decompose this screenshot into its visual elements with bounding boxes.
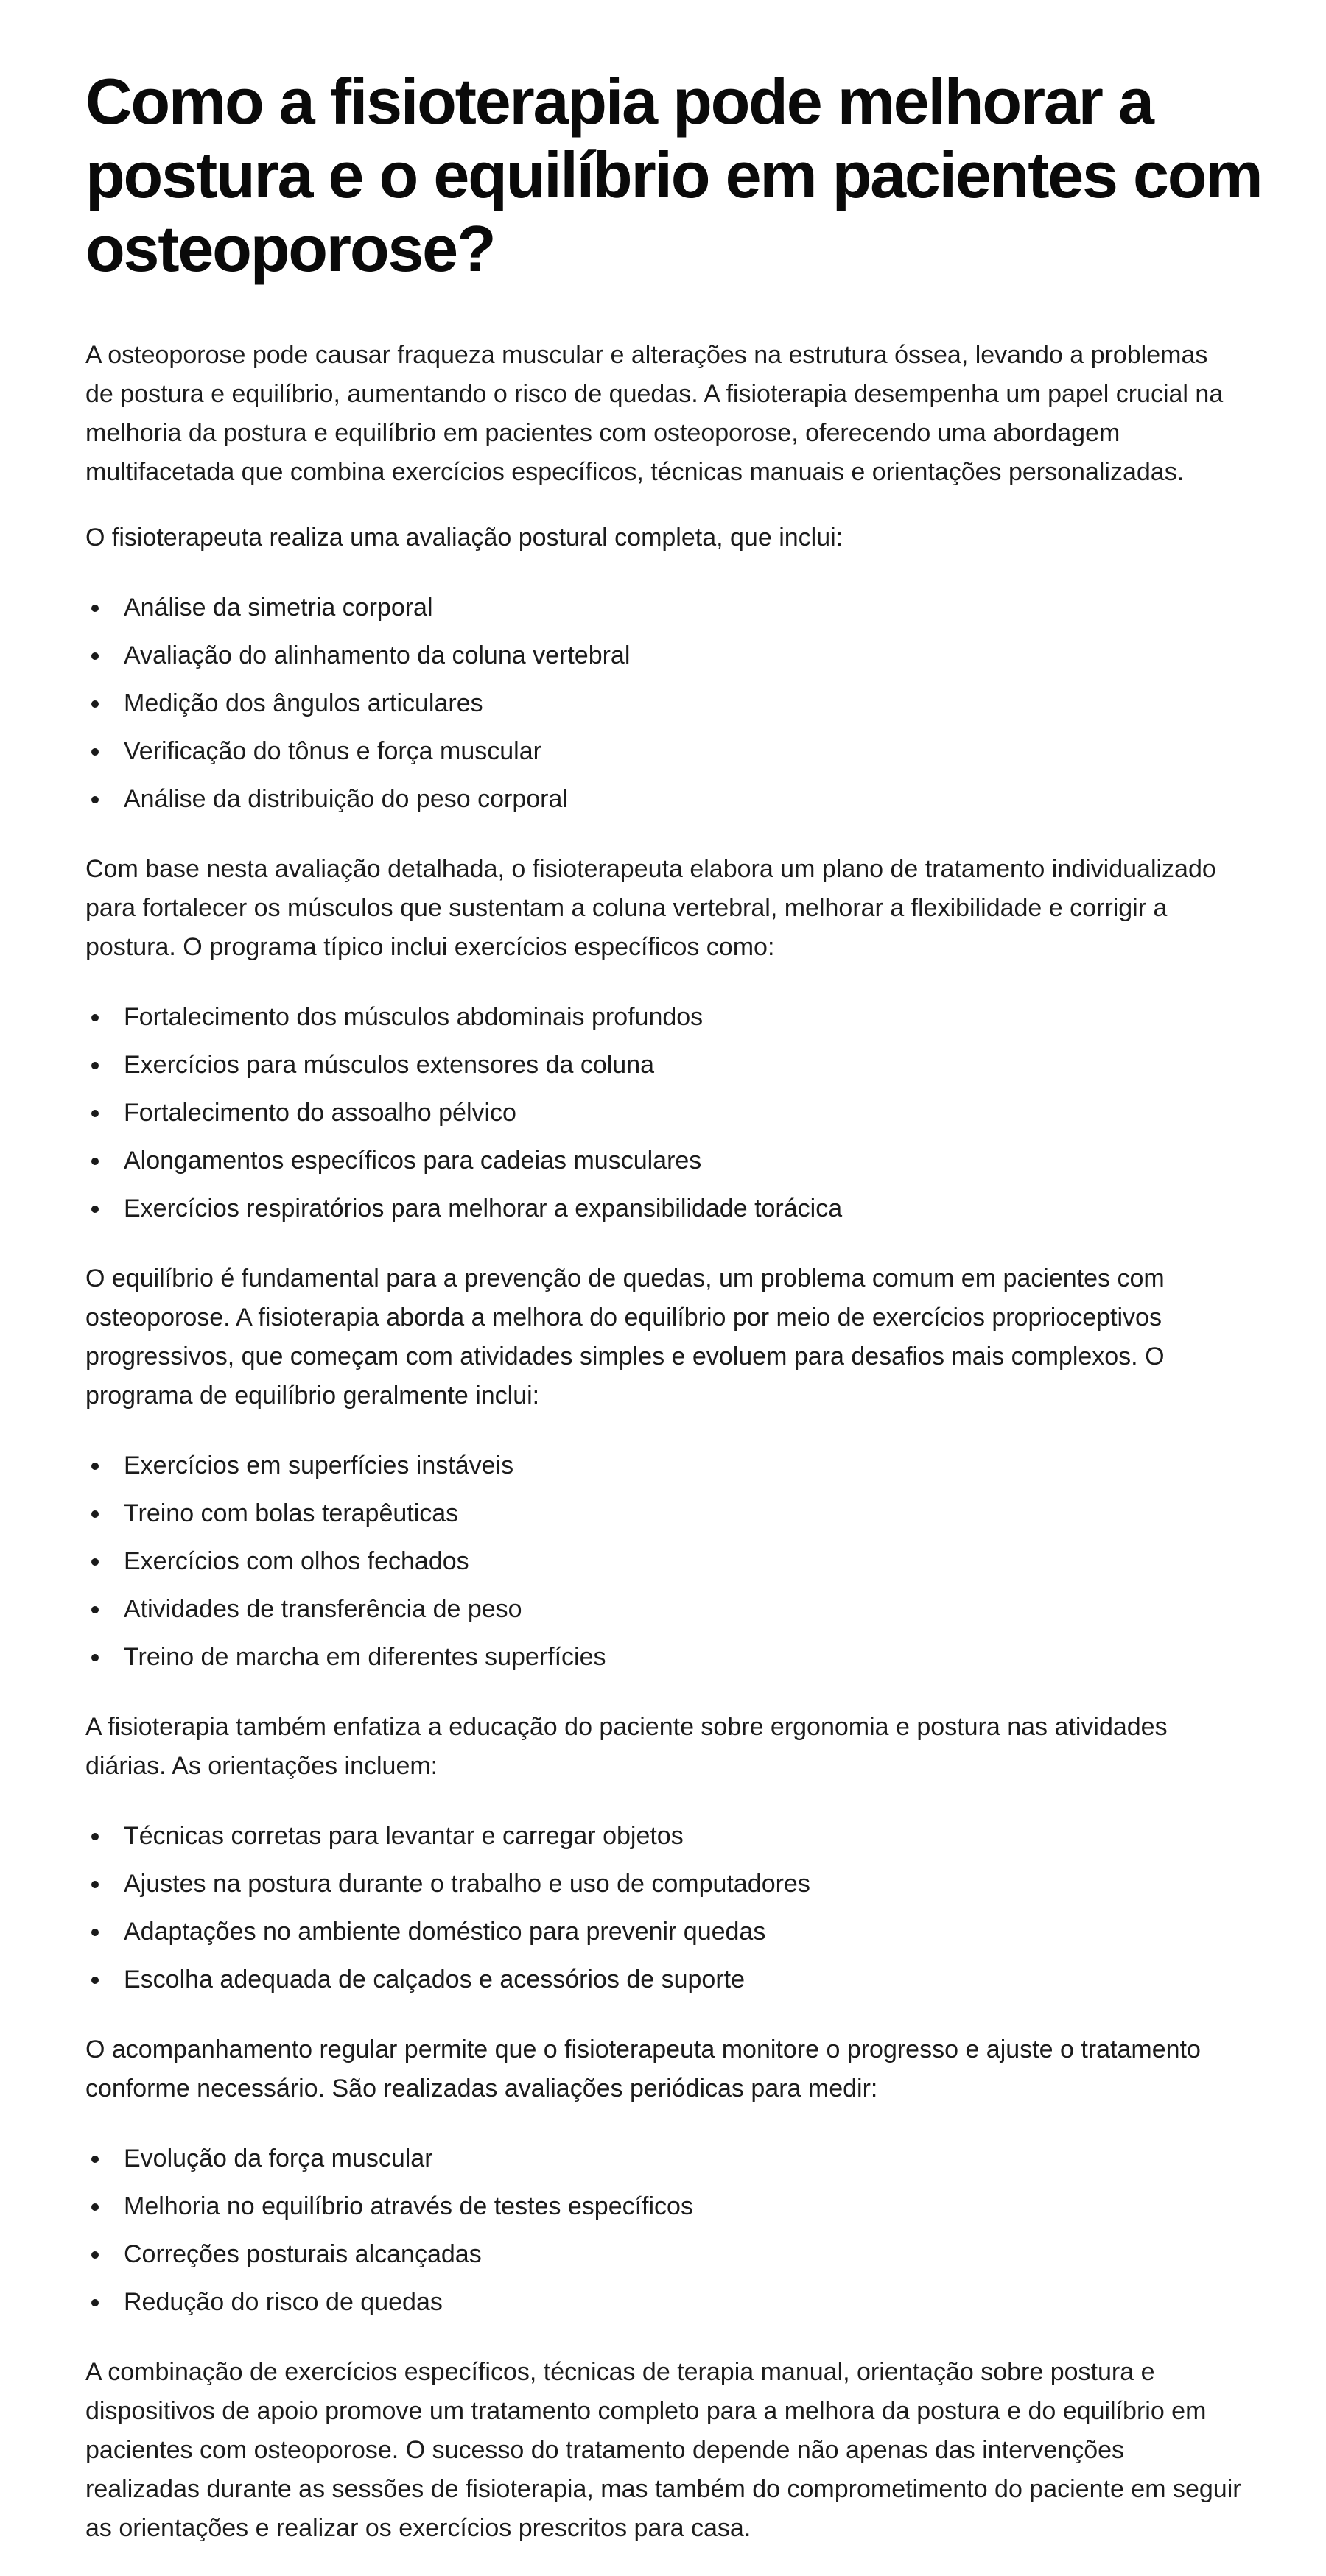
paragraph: O equilíbrio é fundamental para a prevenção de quedas, um problema comum em pacientes com osteoporose. A fisioterapia aborda a melhora do equilíbrio por meio de exercícios proprioceptivos progressivos, que começam com atividades simples e evoluem para desafios mais complexos. O programa de equilíbrio geralmente inclui:	[85, 1264, 1165, 1410]
paragraph: A fisioterapia também enfatiza a educação do paciente sobre ergonomia e postura nas atividades diárias. As orientações incluem:	[85, 1713, 1168, 1780]
bullet-list	[85, 1442, 1241, 1681]
list-item	[85, 584, 1241, 632]
bullet-icon	[91, 1977, 99, 1984]
page-title: Como a fisioterapia pode melhorar a postura e o equilíbrio em pacientes com osteoporose?	[85, 65, 1262, 285]
bullet-icon	[91, 2203, 99, 2211]
list-item	[85, 2231, 1241, 2278]
list-item	[85, 993, 1241, 1041]
list-item-text: Técnicas corretas para levantar e carregar objetos	[124, 1822, 684, 1850]
bullet-icon	[91, 1929, 99, 1936]
bullet-list	[85, 1812, 1241, 2004]
list-item	[85, 1089, 1241, 1137]
bullet-icon	[91, 1110, 99, 1117]
list-item	[85, 1185, 1241, 1233]
list-item-text: Atividades de transferência de peso	[124, 1595, 522, 1623]
article-body	[85, 336, 1241, 2548]
list-item-text: Adaptações no ambiente doméstico para prevenir quedas	[124, 1918, 766, 1946]
list-item-text: Análise da simetria corporal	[124, 594, 433, 622]
list-item	[85, 1956, 1241, 2004]
list-item-text: Avaliação do alinhamento da coluna vertebral	[124, 641, 631, 669]
bullet-icon	[91, 605, 99, 612]
paragraph: A osteoporose pode causar fraqueza muscular e alterações na estrutura óssea, levando a problemas de postura e equilíbrio, aumentando o risco de quedas. A fisioterapia desempenha um papel crucial na melhoria da postura e equilíbrio em pacientes com osteoporose, oferecendo uma abordagem multifacetada que combina exercícios específicos, técnicas manuais e orientações personalizadas.	[85, 341, 1224, 486]
list-item	[85, 632, 1241, 680]
list-item	[85, 1137, 1241, 1185]
list-item-text: Treino de marcha em diferentes superfícies	[124, 1643, 606, 1671]
list-item	[85, 728, 1241, 775]
list-item	[85, 1812, 1241, 1860]
paragraph: Com base nesta avaliação detalhada, o fisioterapeuta elabora um plano de tratamento individualizado para fortalecer os músculos que sustentam a coluna vertebral, melhorar a flexibilidade e corrigir a postura. O programa típico inclui exercícios específicos como:	[85, 855, 1216, 961]
list-item	[85, 680, 1241, 728]
bullet-icon	[91, 1062, 99, 1069]
list-item-text: Fortalecimento dos músculos abdominais profundos	[124, 1003, 704, 1031]
list-item-text: Exercícios em superfícies instáveis	[124, 1451, 514, 1479]
list-item	[85, 1860, 1241, 1908]
bullet-icon	[91, 1606, 99, 1613]
bullet-list	[85, 993, 1241, 1233]
list-item-text: Ajustes na postura durante o trabalho e uso de computadores	[124, 1870, 810, 1898]
list-item-text: Exercícios respiratórios para melhorar a expansibilidade torácica	[124, 1194, 843, 1222]
list-item	[85, 1041, 1241, 1089]
bullet-icon	[91, 700, 99, 708]
list-item-text: Evolução da força muscular	[124, 2144, 433, 2172]
list-item-text: Exercícios para músculos extensores da coluna	[124, 1051, 655, 1079]
list-item	[85, 1633, 1241, 1681]
bullet-icon	[91, 1014, 99, 1021]
bullet-icon	[91, 2251, 99, 2259]
paragraph: O acompanhamento regular permite que o fisioterapeuta monitore o progresso e ajuste o tratamento conforme necessário. São realizadas avaliações periódicas para medir:	[85, 2035, 1201, 2102]
list-item	[85, 1442, 1241, 1490]
bullet-list	[85, 2135, 1241, 2326]
list-item-text: Fortalecimento do assoalho pélvico	[124, 1099, 516, 1127]
bullet-icon	[91, 1881, 99, 1888]
bullet-icon	[91, 1510, 99, 1518]
list-item	[85, 2278, 1241, 2326]
list-item-text: Verificação do tônus e força muscular	[124, 737, 541, 765]
bullet-icon	[91, 1158, 99, 1165]
bullet-icon	[91, 796, 99, 803]
list-item	[85, 1908, 1241, 1956]
bullet-icon	[91, 1206, 99, 1213]
bullet-icon	[91, 1558, 99, 1566]
bullet-icon	[91, 652, 99, 660]
paragraph: O fisioterapeuta realiza uma avaliação postural completa, que inclui:	[85, 524, 843, 552]
list-item	[85, 1538, 1241, 1586]
bullet-icon	[91, 2156, 99, 2163]
list-item	[85, 775, 1241, 823]
list-item-text: Melhoria no equilíbrio através de testes específicos	[124, 2192, 693, 2220]
bullet-icon	[91, 1654, 99, 1661]
list-item-text: Correções posturais alcançadas	[124, 2240, 482, 2268]
list-item	[85, 1490, 1241, 1538]
bullet-icon	[91, 1833, 99, 1840]
list-item-text: Alongamentos específicos para cadeias musculares	[124, 1147, 702, 1175]
list-item-text: Redução do risco de quedas	[124, 2288, 443, 2316]
list-item	[85, 1586, 1241, 1633]
bullet-icon	[91, 748, 99, 756]
bullet-icon	[91, 2299, 99, 2306]
list-item-text: Medição dos ângulos articulares	[124, 689, 483, 717]
list-item	[85, 2135, 1241, 2183]
list-item-text: Análise da distribuição do peso corporal	[124, 785, 568, 813]
bullet-icon	[91, 1463, 99, 1470]
paragraph: A combinação de exercícios específicos, técnicas de terapia manual, orientação sobre postura e dispositivos de apoio promove um tratamento completo para a melhora da postura e do equilíbrio em pacientes com osteoporose. O sucesso do tratamento depende não apenas das intervenções realizadas durante as sessões de fisioterapia, mas também do comprometimento do paciente em seguir as orientações e realizar os exercícios prescritos para casa.	[85, 2358, 1241, 2542]
list-item-text: Treino com bolas terapêuticas	[124, 1499, 459, 1527]
bullet-list	[85, 584, 1241, 823]
list-item-text: Escolha adequada de calçados e acessórios de suporte	[124, 1966, 746, 1993]
list-item-text: Exercícios com olhos fechados	[124, 1547, 469, 1575]
list-item	[85, 2183, 1241, 2231]
